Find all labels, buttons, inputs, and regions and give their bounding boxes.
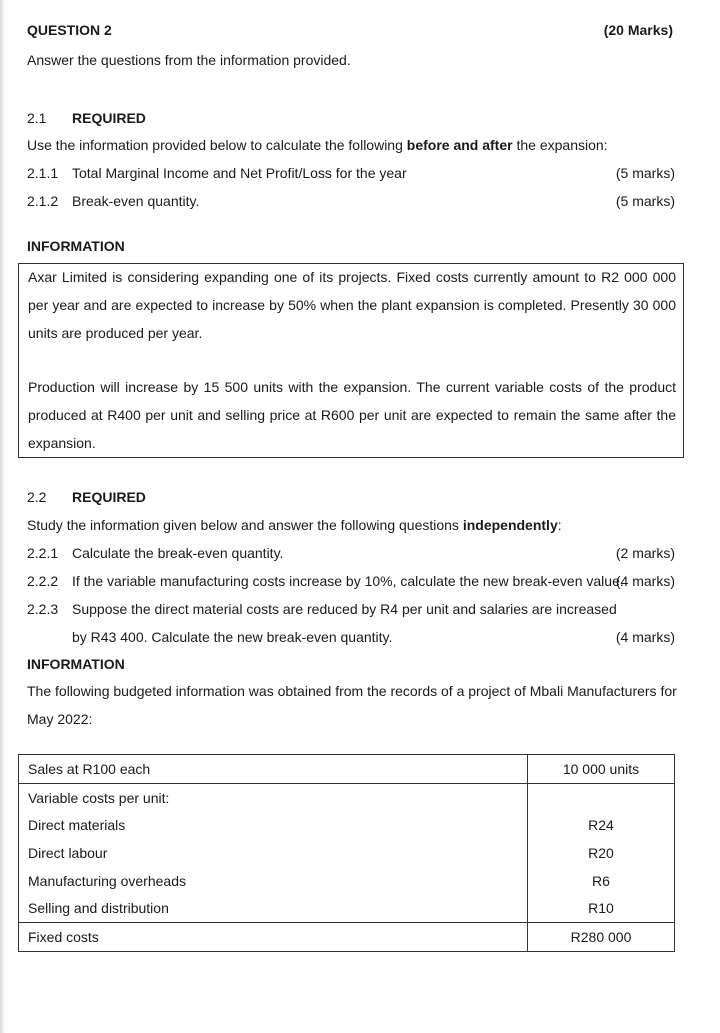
sales-value: 10 000 units — [528, 755, 675, 784]
fixed-costs-label: Fixed costs — [19, 923, 528, 952]
table-row — [19, 783, 675, 811]
table-row — [19, 894, 675, 922]
section-2-1-heading: REQUIRED — [72, 110, 146, 126]
info-paragraph-1: Axar Limited is considering expanding one of its projects. Fixed costs currently amount to R2 000 000 per year and are expected to increase by 50% when the plant expansion is completed. Presently 30 000 units are produced per year. — [28, 269, 676, 341]
item-2-1-2-text: Break-even quantity. — [72, 193, 200, 209]
item-2-2-3-number: 2.2.3 — [27, 601, 59, 617]
instruction-text-post: : — [557, 517, 562, 533]
instruction-text-post: the expansion: — [512, 137, 608, 153]
empty-cell — [528, 783, 675, 811]
section-2-2-number: 2.2 — [27, 489, 47, 505]
item-2-2-2-text: If the variable manufacturing costs increase by 10%, calculate the new break-even value. — [72, 573, 624, 589]
section-2-1-number: 2.1 — [27, 110, 47, 126]
item-2-2-1-number: 2.2.1 — [27, 545, 59, 561]
cost-value: R10 — [528, 894, 675, 922]
item-2-2-3-text: Suppose the direct material costs are reduced by R4 per unit and salaries are increased — [72, 601, 617, 617]
table-row — [19, 923, 675, 952]
item-2-1-2-marks: (5 marks) — [615, 193, 675, 209]
cost-label: Manufacturing overheads — [19, 867, 528, 895]
question-marks: (20 Marks) — [603, 22, 673, 38]
cost-label: Direct materials — [19, 811, 528, 839]
item-2-2-2-marks: (4 marks) — [615, 573, 675, 589]
item-2-1-1-text: Total Marginal Income and Net Profit/Loss for the year — [72, 165, 407, 181]
variable-costs-label: Variable costs per unit: — [19, 783, 528, 811]
cost-label: Selling and distribution — [19, 894, 528, 922]
section-2-1-info-heading: INFORMATION — [27, 238, 125, 254]
item-2-2-1-text: Calculate the break-even quantity. — [72, 545, 284, 561]
table-row — [19, 811, 675, 839]
table-row — [19, 755, 675, 784]
cost-value: R20 — [528, 839, 675, 867]
item-2-2-3-continuation: by R43 400. Calculate the new break-even quantity. — [72, 629, 393, 645]
information-box — [18, 263, 684, 458]
cost-label: Direct labour — [19, 839, 528, 867]
sales-label: Sales at R100 each — [19, 755, 528, 784]
table-row — [19, 839, 675, 867]
item-2-2-3-marks: (4 marks) — [615, 629, 675, 645]
instruction-text-bold: independently — [462, 517, 558, 533]
info-paragraph-2: Production will increase by 15 500 units with the expansion. The current variable costs of the product produced at R400 per unit and selling price at R600 per unit are expected to remain the same after the expansion. — [28, 379, 676, 451]
budget-table — [18, 754, 675, 952]
cost-value: R6 — [528, 867, 675, 895]
item-2-2-1-marks: (2 marks) — [615, 545, 675, 561]
instruction-text-pre: Study the information given below and answer the following questions — [27, 517, 463, 533]
item-2-1-1-marks: (5 marks) — [615, 165, 675, 181]
item-2-1-1-number: 2.1.1 — [27, 165, 59, 181]
question-title: QUESTION 2 — [27, 22, 112, 38]
table-row — [19, 867, 675, 895]
question-intro: Answer the questions from the information provided. — [27, 52, 351, 68]
section-2-2-info-text: The following budgeted information was obtained from the records of a project of Mbali Manufacturers for May 2022: — [27, 683, 677, 727]
section-2-2-heading: REQUIRED — [72, 489, 146, 505]
instruction-text-bold: before and after — [406, 137, 513, 153]
item-2-1-2-number: 2.1.2 — [27, 193, 59, 209]
fixed-costs-value: R280 000 — [528, 923, 675, 952]
item-2-2-2-number: 2.2.2 — [27, 573, 59, 589]
section-2-2-instruction — [27, 517, 562, 533]
section-2-1-instruction — [27, 137, 608, 153]
section-2-2-info-heading: INFORMATION — [27, 656, 125, 672]
page-edge-shadow — [0, 0, 6, 1033]
cost-value: R24 — [528, 811, 675, 839]
instruction-text-pre: Use the information provided below to calculate the following — [27, 137, 407, 153]
